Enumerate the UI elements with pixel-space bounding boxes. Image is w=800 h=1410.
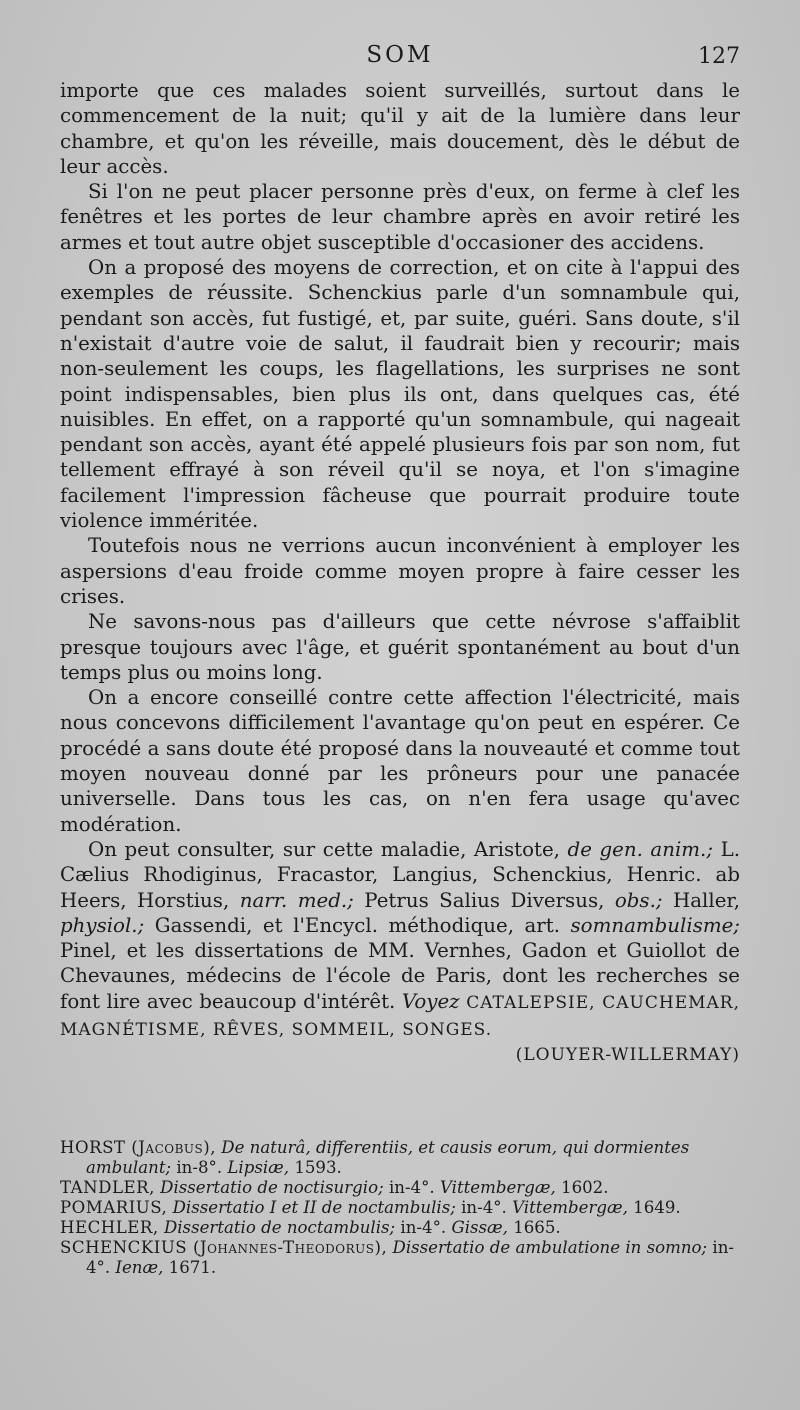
italic-citation: narr. med.; xyxy=(239,888,354,912)
text-run: Petrus Salius Diversus, xyxy=(364,888,605,912)
cross-references: CATALEPSIE, CAUCHEMAR, MAGNÉTISME, RÊVES, SOMMEIL, SONGES. xyxy=(60,992,740,1040)
text-run: Gassendi, et l'Encycl. méthodique, art. xyxy=(154,913,560,937)
body-text xyxy=(60,78,740,1069)
entry-title: Dissertatio I et II de noctambulis; xyxy=(172,1198,456,1217)
entry-title: Dissertatio de noctisurgio; xyxy=(160,1178,384,1197)
entry-year: 1665. xyxy=(507,1218,561,1237)
entry-title: De naturâ, differentiis, et causis eorum, qui dormientes ambulant; xyxy=(86,1138,690,1177)
entry-format: in-4°. xyxy=(395,1218,447,1237)
entry-year: 1671. xyxy=(163,1258,217,1277)
entry-title: Dissertatio de noctambulis; xyxy=(163,1218,396,1237)
bibliography-entry xyxy=(60,1198,740,1218)
page-number: 127 xyxy=(698,44,740,69)
references-paragraph xyxy=(60,837,740,1066)
entry-place: Lipsiæ, xyxy=(227,1158,290,1177)
entry-format: in-4°. xyxy=(383,1178,435,1197)
bibliography-entry xyxy=(60,1238,740,1278)
italic-citation: de gen. anim.; xyxy=(567,837,713,861)
text-run: Pinel, et les dissertations de MM. Vernhes, Gadon et Guiollot de Chevaunes, médecins de l'école de Paris, dont les recherches se font lire avec beaucoup d'intérêt. xyxy=(60,939,740,1013)
paragraph: importe que ces malades soient surveillés, surtout dans le commencement de la nuit; qu'il y ait de la lumière dans leur chambre, et qu'on les réveille, mais doucement, dès le début de leur accès. xyxy=(60,79,740,178)
entry-author: HORST (Jacobus), xyxy=(60,1138,216,1157)
bibliography-entry xyxy=(60,1218,740,1238)
entry-year: 1649. xyxy=(627,1198,681,1217)
bibliography-entry xyxy=(60,1178,740,1198)
entry-author: HECHLER, xyxy=(60,1218,159,1237)
entry-year: 1593. xyxy=(289,1158,342,1177)
bibliography xyxy=(60,1138,740,1278)
italic-citation: obs.; xyxy=(614,888,663,912)
entry-title: Dissertatio de ambulatione in somno; xyxy=(392,1238,708,1257)
paragraph: Ne savons-nous pas d'ailleurs que cette névrose s'affaiblit presque toujours avec l'âge, et guérit spontanément au bout d'un temps plus ou moins long. xyxy=(60,610,740,684)
running-head: SOM xyxy=(366,42,434,68)
entry-place: Gissæ, xyxy=(451,1218,508,1237)
entry-format: in-4°. xyxy=(86,1238,734,1277)
paragraph: On a encore conseillé contre cette affection l'électricité, mais nous concevons difficilement l'avantage qu'on peut en espérer. Ce procédé a sans doute été proposé dans la nouveauté et comme tout moyen nouveau donné par les prôneurs pour une panacée universelle. Dans tous les cas, on n'en fera usage qu'avec modération. xyxy=(60,686,740,836)
italic-citation: physiol.; xyxy=(60,913,145,937)
entry-place: Vittembergæ, xyxy=(439,1178,556,1197)
text-run: L. Cælius Rhodiginus, Fracastor, Langius, Schenckius, Henric. ab Heers, Horstius, xyxy=(60,837,740,912)
text-run: Haller, xyxy=(673,888,740,912)
italic-citation: somnambulisme; xyxy=(570,913,740,937)
entry-format: in-4°. xyxy=(455,1198,507,1217)
entry-year: 1602. xyxy=(555,1178,609,1197)
bibliography-entry xyxy=(60,1138,740,1178)
entry-place: Vittembergæ, xyxy=(512,1198,628,1217)
text-run: On peut consulter, sur cette maladie, Aristote, xyxy=(88,837,560,861)
voyez-label: Voyez xyxy=(401,989,460,1013)
page-header xyxy=(60,42,740,76)
entry-author: TANDLER, xyxy=(60,1178,155,1197)
paragraph: Toutefois nous ne verrions aucun inconvénient à employer les aspersions d'eau froide comme moyen propre à faire cesser les crises. xyxy=(60,534,740,608)
entry-format: in-8°. xyxy=(171,1158,223,1177)
paragraph: Si l'on ne peut placer personne près d'eux, on ferme à clef les fenêtres et les portes de leur chambre après en avoir retiré les armes et tout autre objet susceptible d'occasioner des accidens. xyxy=(60,180,740,254)
entry-place: Ienæ, xyxy=(115,1258,164,1277)
entry-author: SCHENCKIUS (Johannes-Theodorus), xyxy=(60,1238,388,1257)
paragraph: On a proposé des moyens de correction, et on cite à l'appui des exemples de réussite. Schenckius parle d'un somnambule qui, pendant son accès, fut fustigé, et, par suite, guéri. Sans doute, s'il n'existait d'autre voie de salut, il faudrait bien y recourir; mais non-seulement les coups, les flagellations, les surprises ne sont point indispensables, bien plus ils ont, dans quelques cas, été nuisibles. En effet, on a rapporté qu'un somnambule, qui nageait pendant son accès, ayant été appelé plusieurs fois par son nom, fut tellement effrayé à son réveil qu'il se noya, et l'on s'imagine facilement l'impression fâcheuse que pourrait produire toute violence imméritée. xyxy=(60,256,740,533)
entry-author: POMARIUS, xyxy=(60,1198,168,1217)
author-signature: (LOUYER-WILLERMAY) xyxy=(515,1045,740,1066)
